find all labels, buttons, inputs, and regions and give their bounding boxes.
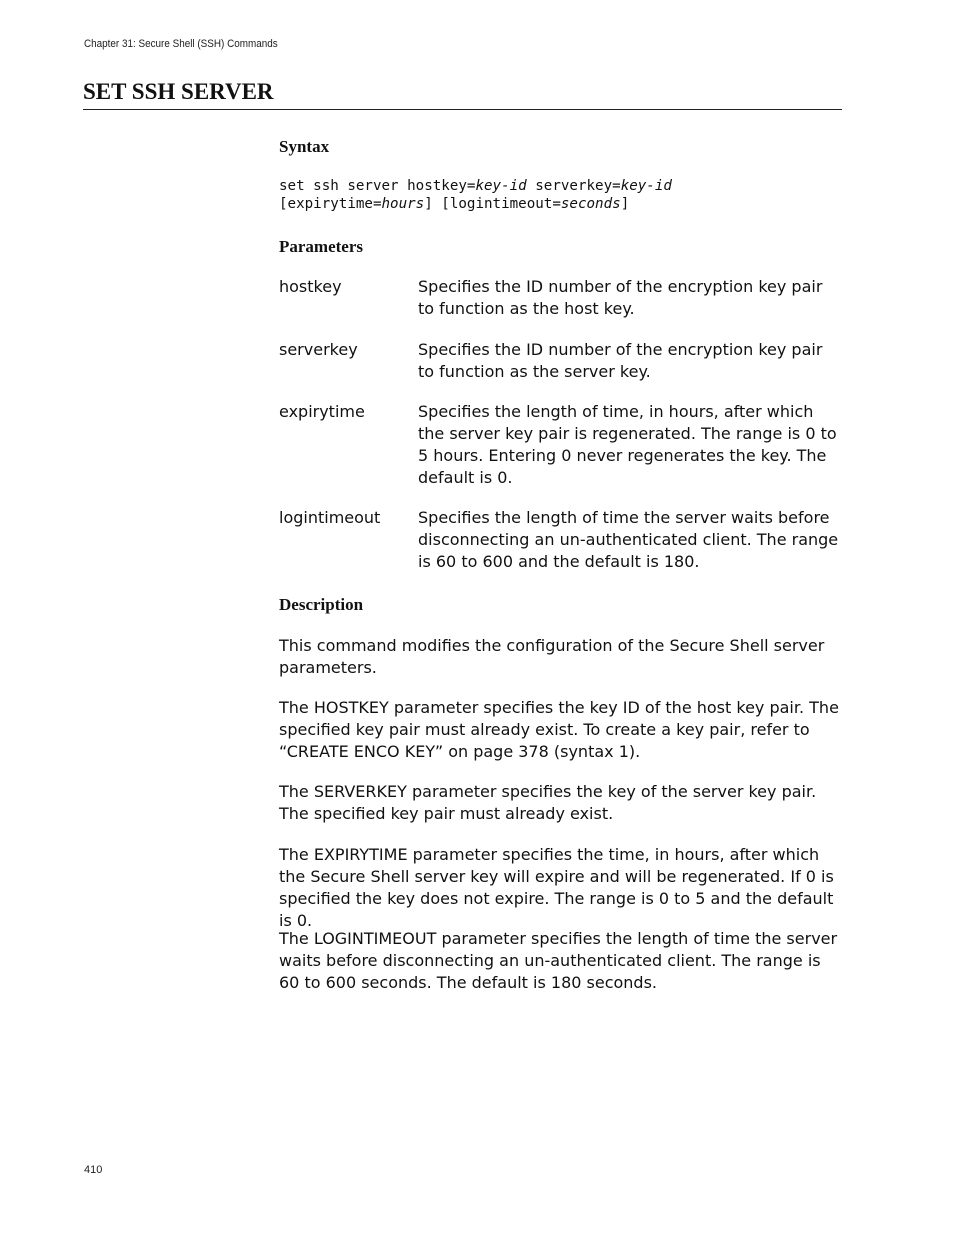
syntax-line2-mid: ] [logintimeout= <box>424 196 561 212</box>
syntax-line2-suffix: ] <box>620 196 630 212</box>
parameter-description: Specifies the ID number of the encryption key pair to function as the host key. <box>418 277 823 318</box>
page-number: 410 <box>84 1164 103 1176</box>
running-header: Chapter 31: Secure Shell (SSH) Commands <box>84 38 278 50</box>
description-paragraph: The EXPIRYTIME parameter specifies the time, in hours, after which the Secure Shell server key will expire and will be regenerated. If 0 is specified the key does not expire. The range is 0 to 5 and the default is 0. <box>279 845 834 930</box>
parameter-name: hostkey <box>279 277 342 296</box>
syntax-hostkey-placeholder: key-id <box>475 178 527 194</box>
description-heading: Description <box>279 595 364 614</box>
parameter-name: expirytime <box>279 402 365 421</box>
title-divider <box>83 109 842 110</box>
parameter-description: Specifies the ID number of the encryption key pair to function as the server key. <box>418 340 823 381</box>
syntax-line1-prefix: set ssh server hostkey= <box>279 178 476 194</box>
description-paragraph: The LOGINTIMEOUT parameter specifies the length of time the server waits before disconnecting an un-authenticated client. The range is 60 to 600 seconds. The default is 180 seconds. <box>279 929 838 992</box>
description-paragraph: This command modifies the configuration of the Secure Shell server parameters. <box>279 636 825 677</box>
parameter-name: logintimeout <box>279 508 381 527</box>
parameter-name: serverkey <box>279 340 358 359</box>
syntax-line1-mid: serverkey= <box>526 178 621 194</box>
syntax-heading: Syntax <box>279 137 330 156</box>
syntax-seconds-placeholder: seconds <box>560 196 621 212</box>
syntax-hours-placeholder: hours <box>381 196 425 212</box>
syntax-line2-prefix: [expirytime= <box>279 196 382 212</box>
syntax-serverkey-placeholder: key-id <box>620 178 672 194</box>
parameter-description: Specifies the length of time the server waits before disconnecting an un-authenticated client. The range is 60 to 600 and the default is 180. <box>418 508 839 571</box>
description-paragraph: The SERVERKEY parameter specifies the key of the server key pair. The specified key pair must already exist. <box>279 782 817 823</box>
syntax-block <box>279 177 672 213</box>
parameter-description: Specifies the length of time, in hours, after which the server key pair is regenerated. The range is 0 to 5 hours. Entering 0 never regenerates the key. The default is 0. <box>418 402 837 487</box>
parameters-heading: Parameters <box>279 237 364 256</box>
page-title: SET SSH SERVER <box>83 79 274 104</box>
description-paragraph: The HOSTKEY parameter specifies the key ID of the host key pair. The specified key pair must already exist. To create a key pair, refer to “CREATE ENCO KEY” on page 378 (syntax 1). <box>279 698 839 761</box>
